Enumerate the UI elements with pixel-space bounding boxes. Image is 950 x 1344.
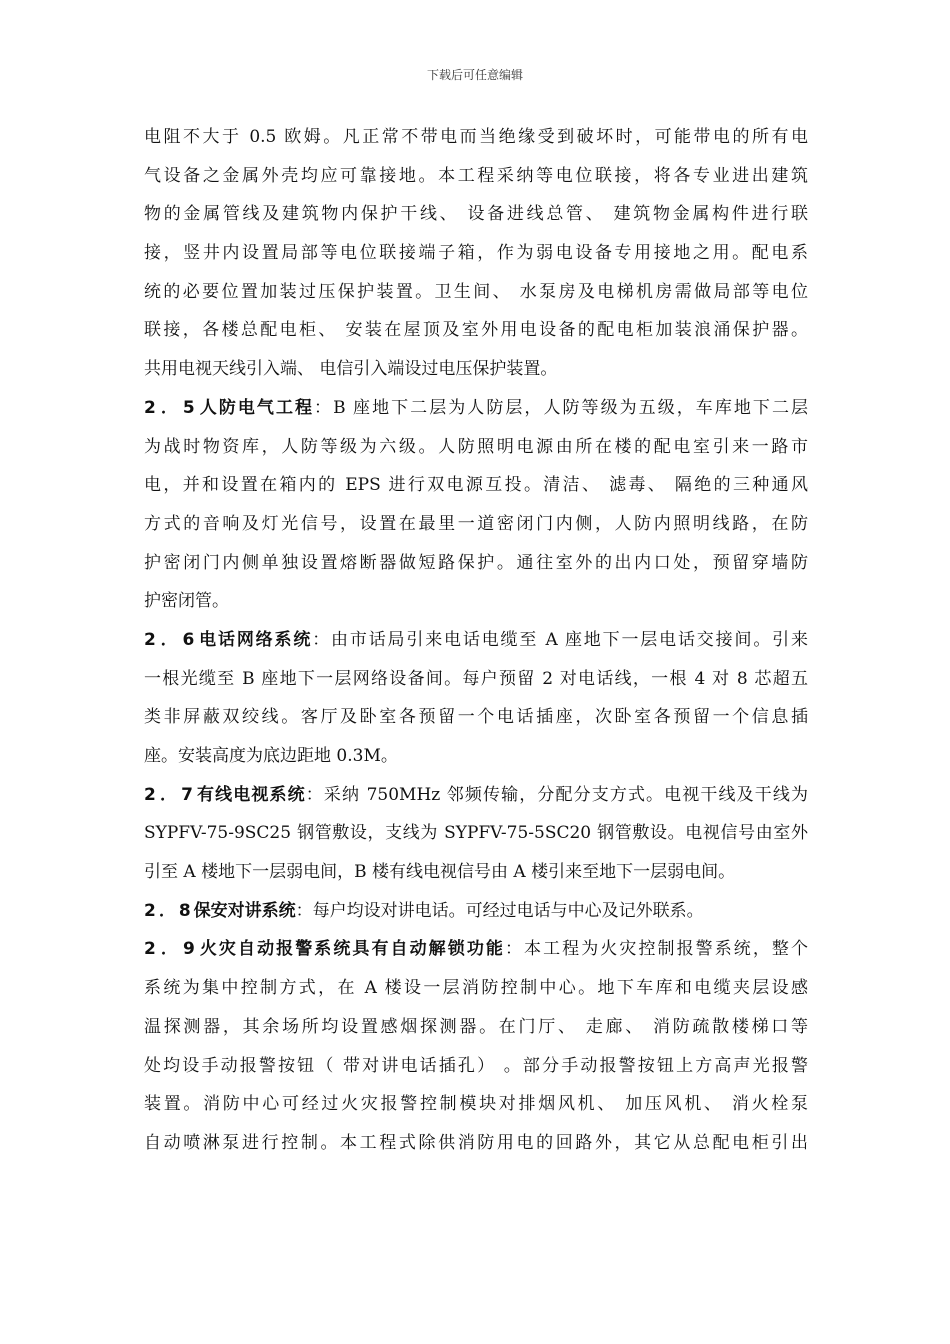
document-body xyxy=(144,118,808,1163)
section-cable-tv xyxy=(144,776,808,892)
section-number: 2．6 xyxy=(144,629,198,650)
text-line: 温探测器，其余场所均设置感烟探测器。在门厅、 走廊、 消防疏散楼梯口等 xyxy=(144,1016,808,1037)
section-number: 2．9 xyxy=(144,939,198,960)
text-line: 为战时物资库，人防等级为六级。人防照明电源由所在楼的配电室引来一路市 xyxy=(144,436,808,457)
section-title: 有线电视系统 xyxy=(195,784,306,805)
section-civil-defense xyxy=(144,389,808,621)
section-number: 2．7 xyxy=(144,784,196,805)
page-header: 下载后可任意编辑 xyxy=(426,68,523,82)
section-title: 人防电气工程 xyxy=(197,397,315,418)
text-line: 座。安装高度为底边距地 0.3M。 xyxy=(144,746,398,766)
section-text: ：采纳 750MHz 邻频传输，分配分支方式。电视干线及干线为 xyxy=(305,784,808,805)
text-line: 气设备之金属外壳均应可靠接地。本工程采纳等电位联接，将各专业进出建筑 xyxy=(144,165,808,186)
section-heading-line xyxy=(144,930,808,969)
text-line: 共用电视天线引入端、 电信引入端设过电压保护装置。 xyxy=(144,359,558,380)
text-line: 电，并和设置在箱内的 EPS 进行双电源互投。清洁、 滤毒、 隔绝的三种通风 xyxy=(144,475,808,496)
section-text: ：B 座地下二层为人防层，人防等级为五级，车库地下二层 xyxy=(314,397,808,418)
text-line: 联接，各楼总配电柜、 安装在屋顶及室外用电设备的配电柜加装浪涌保护器。 xyxy=(144,320,808,341)
text-line: 方式的音响及灯光信号，设置在最里一道密闭门内侧，人防内照明线路，在防 xyxy=(144,513,808,534)
text-line: 统的必要位置加装过压保护装置。卫生间、 水泵房及电梯机房需做局部等电位 xyxy=(144,281,808,302)
section-heading-line xyxy=(144,892,808,931)
text-line: 电阻不大于 0.5 欧姆。凡正常不带电而当绝缘受到破坏时，可能带电的所有电 xyxy=(144,127,808,147)
section-title: 电话网络系统 xyxy=(197,629,313,650)
text-line: 物的金属管线及建筑物内保护干线、 设备进线总管、 建筑物金属构件进行联 xyxy=(144,204,808,225)
text-line: 类非屏蔽双绞线。客厅及卧室各预留一个电话插座，次卧室各预留一个信息插 xyxy=(144,707,808,728)
text-line: 一根光缆至 B 座地下一层网络设备间。每户预留 2 对电话线，一根 4 对 8 芯超五 xyxy=(144,668,808,689)
section-security-intercom xyxy=(144,892,808,931)
section-fire-alarm xyxy=(144,930,808,1162)
section-text: ：每户均设对讲电话。可经过电话与中心及记外联系。 xyxy=(295,900,704,921)
section-text: ：本工程为火灾控制报警系统，整个 xyxy=(504,939,808,960)
section-heading-line xyxy=(144,389,808,428)
section-number: 2．5 xyxy=(144,397,198,418)
section-heading-line xyxy=(144,621,808,660)
text-line: 处均设手动报警按钮（ 带对讲电话插孔） 。部分手动报警按钮上方高声光报警 xyxy=(144,1055,808,1076)
text-line: 装置。消防中心可经过火灾报警控制模块对排烟风机、 加压风机、 消火栓泵 xyxy=(144,1094,808,1115)
text-line: SYPFV-75-9SC25 钢管敷设，支线为 SYPFV-75-5SC20 钢管敷设。电视信号由室外 xyxy=(144,823,808,844)
section-title: 火灾自动报警系统具有自动解锁功能 xyxy=(197,939,505,960)
text-line: 系统为集中控制方式，在 A 楼设一层消防控制中心。地下车库和电缆夹层设感 xyxy=(144,978,808,999)
section-heading-line xyxy=(144,776,808,815)
section-number: 2．8 xyxy=(144,900,194,921)
section-text: ：由市话局引来电话电缆至 A 座地下一层电话交接间。引来 xyxy=(312,629,808,650)
text-line: 自动喷淋泵进行控制。本工程式除供消防用电的回路外，其它从总配电柜引出 xyxy=(144,1132,808,1153)
text-line: 接，竖井内设置局部等电位联接端子箱，作为弱电设备专用接地之用。配电系 xyxy=(144,243,808,264)
paragraph-grounding xyxy=(144,118,808,389)
text-line: 护密闭门内侧单独设置熔断器做短路保护。通往室外的出内口处，预留穿墙防 xyxy=(144,552,808,573)
text-line: 护密闭管。 xyxy=(144,591,229,612)
section-telephone-network xyxy=(144,621,808,776)
text-line: 引至 A 楼地下一层弱电间，B 楼有线电视信号由 A 楼引来至地下一层弱电间。 xyxy=(144,862,736,883)
section-title: 保安对讲系统 xyxy=(193,900,296,921)
